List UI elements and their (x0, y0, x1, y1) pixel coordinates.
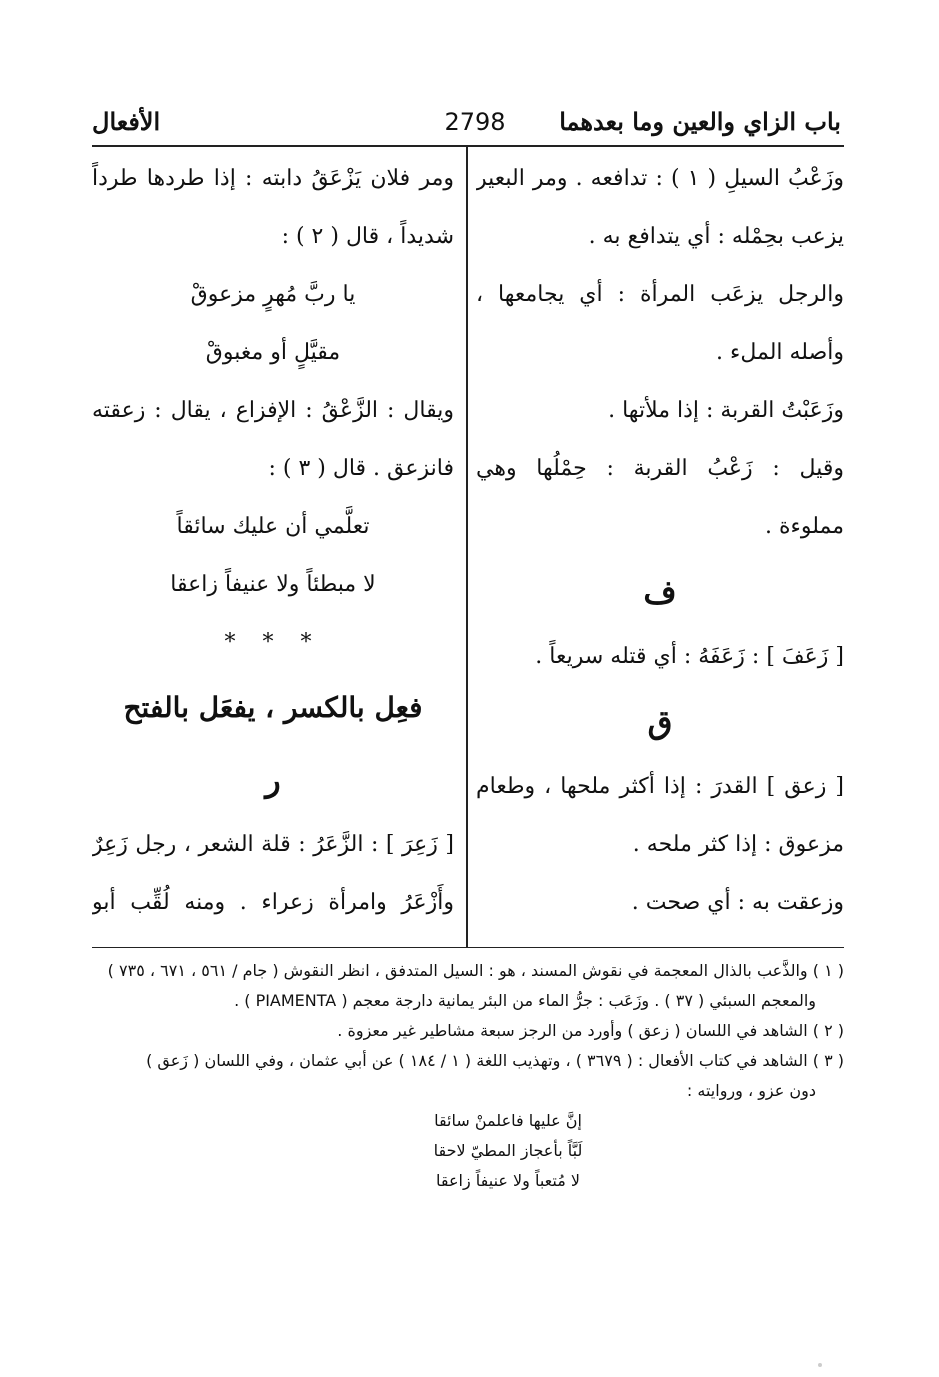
column-divider (466, 147, 468, 947)
footnote-line: ( ٣ ) الشاهد في كتاب الأفعال : ( ٣٦٧٩ ) ، وتهذيب اللغة ( ١ / ١٨٤ ) عن أبي عثمان ، وفي اللسان ( زَعق ) (146, 1051, 844, 1070)
footnote-verse: لا مُتعباً ولا عنيفاً زاعقا (436, 1171, 580, 1190)
entry-line: فانزعق . قال ( ٣ ) : (268, 456, 454, 481)
scan-speck (818, 1363, 822, 1367)
header-chapter-title: باب الزاي والعين وما بعدهما (559, 107, 841, 136)
entry-line: وزَعَبْتُ القربة : إذا ملأتها . (608, 398, 844, 423)
entry-line: مزعوق : إذا كثر ملحه . (632, 832, 844, 857)
section-heading: فعِل بالكسر ، يفعَل بالفتح (123, 691, 423, 724)
letter-heading-ra: ر (265, 761, 281, 799)
verse-line: لا مبطئاً ولا عنيفاً زاعقا (170, 572, 376, 597)
letter-heading-fa: ف (643, 573, 677, 611)
footnotes (92, 956, 844, 1196)
entry-line: ومر فلان يَزْعَقُ دابته : إذا طردها طرداً (92, 166, 454, 191)
verse-line: تعلَّمي أن عليك سائقاً (176, 514, 370, 539)
left-column (92, 150, 454, 932)
entry-line: وأصله الملء . (715, 340, 844, 365)
verse-line: مقيَّلٍ أو مغبوقْ (205, 340, 341, 365)
footnote-line: والمعجم السبئي ( ٣٧ ) . وزَعَب : جرُّ الماء من البئر يمانية دارجة معجم ( PIAMENTA ) . (234, 991, 816, 1010)
section-separator: * * * (224, 630, 322, 655)
footnote-rule (92, 947, 844, 948)
header-section-title: الأفعال (92, 107, 161, 136)
entry-line: والرجل يزعَب المرأة : أي يجامعها ، (476, 282, 844, 307)
entry-line: شديداً ، قال ( ٢ ) : (281, 224, 454, 249)
entry-line: يزعب بحِمْله : أي يتدافع به . (588, 224, 844, 249)
header-rule (92, 145, 844, 147)
footnote-verse: لَبَّاً بأعجاز المطيّ لاحقا (433, 1141, 583, 1160)
footnote-line: ( ٢ ) الشاهد في اللسان ( زعق ) وأورد من الرجز سبعة مشاطير غير معزوة . (337, 1021, 844, 1040)
entry-line: وزَعْبُ السيلِ ( ١ ) : تدافعه . ومر البعير (476, 166, 844, 191)
page-number: 2798 (444, 108, 506, 136)
entry-line: مملوءة . (764, 514, 844, 539)
entry-line: [ زَعَفَ ] : زَعَفَهُ : أي قتله سريعاً . (535, 644, 844, 669)
footnote-line: دون عزو ، وروايته : (686, 1081, 816, 1100)
entry-line: [ زعق ] القدرَ : إذا أكثر ملحها ، وطعام (476, 774, 844, 799)
entry-line: وقيل : زَعْبُ القربة : حِمْلُها وهي (476, 456, 844, 481)
letter-heading-qaf: ق (647, 703, 673, 741)
entry-line: ويقال : الزَّعْقُ : الإفزاع ، يقال : زعقته (92, 398, 454, 423)
entry-line: [ زَعِرَ ] : الزَّعَرُ : قلة الشعر ، رجل زَعِرٌ (92, 832, 454, 857)
entry-line: وزعقت به : أي صحت . (631, 890, 844, 915)
right-column (476, 150, 844, 932)
entry-line: وأَزْعَرُ وامرأة زعراء . ومنه لُقِّب أبو (92, 890, 454, 915)
footnote-verse: إنَّ عليها فاعلمنْ سائقا (434, 1111, 582, 1130)
footnote-line: ( ١ ) والذَّعب بالذال المعجمة في نقوش المسند ، هو : السيل المتدفق ، انظر النقوش ( جام / ٥٦١ ، ٦٧١ ، ٧٣٥ ) (107, 961, 844, 980)
verse-line: يا ربَّ مُهرٍ مزعوقْ (190, 282, 356, 307)
